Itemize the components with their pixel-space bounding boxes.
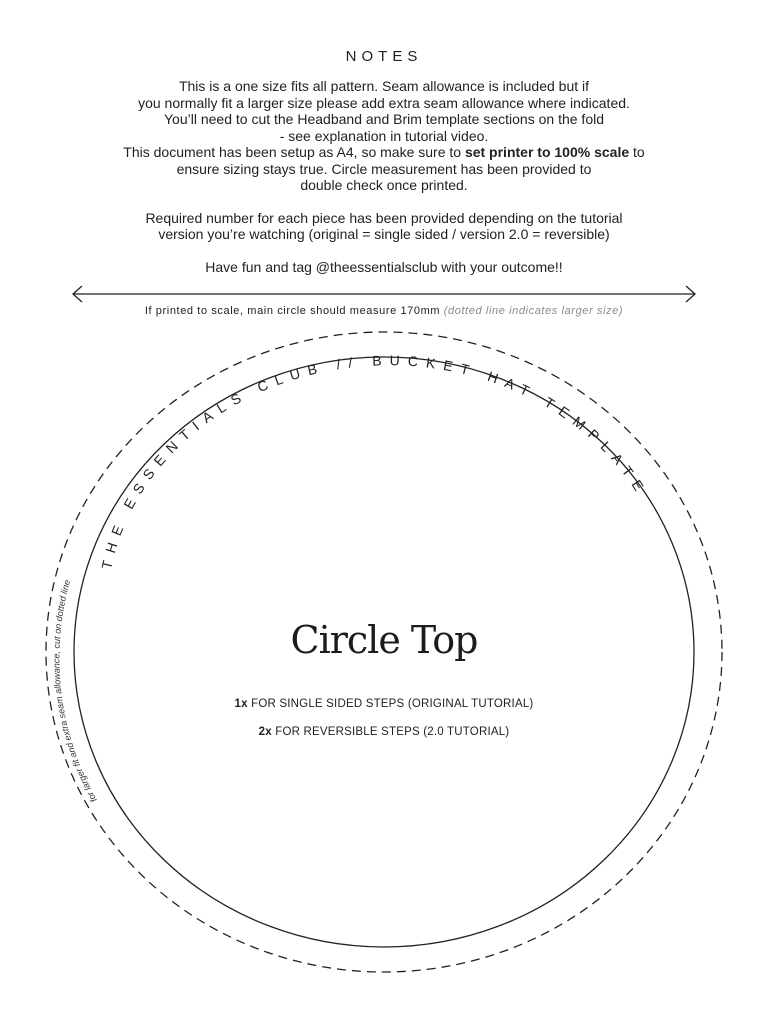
quantity-reversible — [0, 726, 768, 738]
notes-line: You’ll need to cut the Headband and Brim template sections on the fold — [164, 111, 604, 127]
notes-line: double check once printed. — [300, 177, 468, 193]
print-scale-emphasis: set printer to 100% scale — [464, 144, 630, 160]
notes-line: ensure sizing stays true. Circle measurement has been provided to — [176, 160, 592, 177]
measurement-arrow — [73, 286, 695, 302]
print-suffix: to — [629, 144, 645, 160]
notes-line: - see explanation in tutorial video. — [279, 127, 489, 144]
notes-line: you normally fit a larger size please add extra seam allowance where indicated. — [138, 94, 630, 111]
arc-title — [98, 352, 651, 571]
quantity-single-label: FOR SINGLE SIDED STEPS (ORIGINAL TUTORIAL) — [247, 698, 534, 710]
notes-line: Required number for each piece has been provided depending on the tutorial — [145, 209, 623, 226]
quantity-single-count: 1x — [234, 698, 248, 710]
measurement-text: If printed to scale, main circle should measure 170mm — [144, 305, 444, 317]
quantity-reversible-label: FOR REVERSIBLE STEPS (2.0 TUTORIAL) — [271, 726, 510, 738]
notes-line: version you’re watching (original = single sided / version 2.0 = reversible) — [158, 226, 610, 242]
piece-title: Circle Top — [290, 618, 478, 662]
notes-line: This is a one size fits all pattern. Seam allowance is included but if — [178, 78, 590, 94]
print-prefix: This document has been setup as A4, so make sure to — [123, 144, 465, 160]
quantity-single — [0, 698, 768, 710]
measurement-note — [0, 305, 768, 317]
measurement-hint: (dotted line indicates larger size) — [443, 305, 624, 317]
tag-line: Have fun and tag @theessentialsclub with your outcome!! — [205, 258, 563, 275]
side-note-path: for larger fit and extra seam allowance, cut on dotted line — [51, 578, 99, 804]
quantity-reversible-count: 2x — [258, 726, 272, 738]
notes-heading: NOTES — [345, 48, 423, 65]
arc-title-path: THE ESSENTIALS CLUB // BUCKET HAT TEMPLATE — [98, 352, 652, 571]
side-note — [51, 579, 98, 804]
